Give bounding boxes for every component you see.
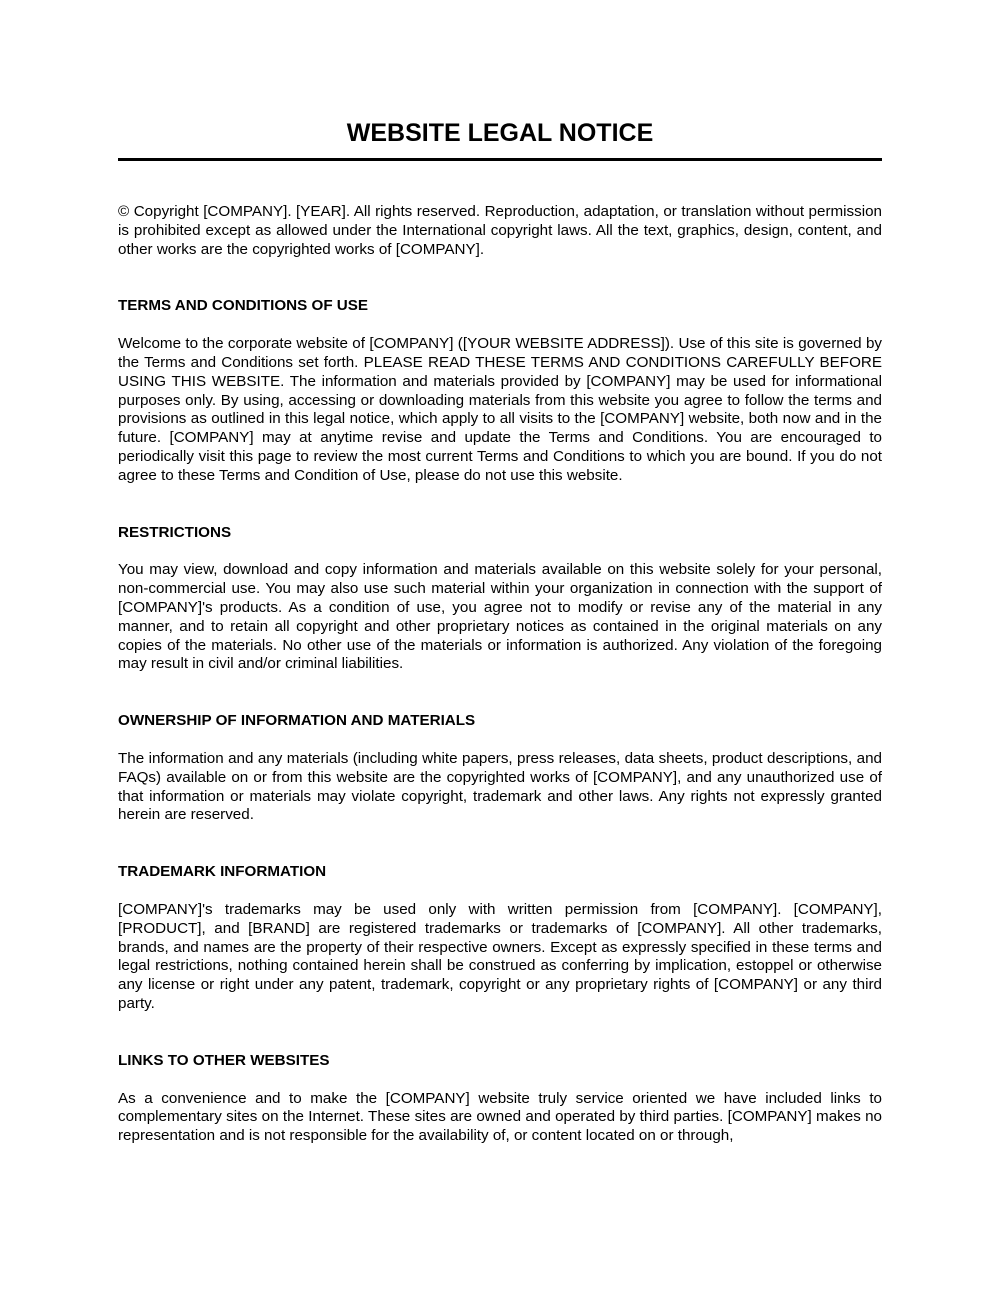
document-title: WEBSITE LEGAL NOTICE — [346, 119, 654, 147]
section-body-links: As a convenience and to make the [COMPANY] website truly service oriented we have included links to complementary sites on the Internet. These sites are owned and operated by third parties. [COMPANY] makes no representation and is not responsible for the availability of, or content located on or through, — [118, 1089, 882, 1145]
section-body-trademark: [COMPANY]'s trademarks may be used only with written permission from [COMPANY]. [COMPANY], [PRODUCT], and [BRAND] are registered trademarks or trademarks of [COMPANY]. All other trademarks, brands, and names are the property of their respective owners. Except as expressly specified in these terms and legal restrictions, nothing contained herein shall be construed as conferring by implication, estoppel or otherwise any license or right under any patent, trademark, copyright or any proprietary rights of [COMPANY] or any third party. — [118, 900, 882, 1012]
section-heading-links: LINKS TO OTHER WEBSITES — [118, 1051, 330, 1069]
section-body-terms: Welcome to the corporate website of [COMPANY] ([YOUR WEBSITE ADDRESS]). Use of this site is governed by the Terms and Conditions set forth. PLEASE READ THESE TERMS AND CONDITIONS CAREFULLY BEFORE USING THIS WEBSITE. The information and materials provided by [COMPANY] may be used for informational purposes only. By using, accessing or downloading materials from this website you agree to follow the terms and provisions as outlined in this legal notice, which apply to all visits to the [COMPANY] website, both now and in the future. [COMPANY] may at anytime revise and update the Terms and Conditions. You are encouraged to periodically visit this page to review the most current Terms and Conditions to which you are bound. If you do not agree to these Terms and Condition of Use, please do not use this website. — [118, 335, 882, 484]
section-heading-terms: TERMS AND CONDITIONS OF USE — [118, 297, 369, 315]
section-body-ownership: The information and any materials (including white papers, press releases, data sheets, product descriptions, and FAQs) available on or from this website are the copyrighted works of [COMPANY], and any unauthorized use of that information or materials may violate copyright, trademark and other laws. Any rights not expressly granted herein are reserved. — [118, 749, 882, 824]
section-body-restrictions: You may view, download and copy information and materials available on this website solely for your personal, non-commercial use. You may also use such material within your organization in connection with the support of [COMPANY]'s products. As a condition of use, you agree not to modify or revise any of the material in any manner, and to retain all copyright and other proprietary notices as contained in the original materials on any copies of the materials. No other use of the materials or information is authorized. Any violation of the foregoing may result in civil and/or criminal liabilities. — [118, 561, 882, 673]
section-heading-trademark: TRADEMARK INFORMATION — [118, 863, 327, 881]
copyright-notice: © Copyright [COMPANY]. [YEAR]. All rights reserved. Reproduction, adaptation, or translation without permission is prohibited except as allowed under the International copyright laws. All the text, graphics, design, content, and other works are the copyrighted works of [COMPANY]. — [118, 203, 882, 258]
document-body — [118, 203, 882, 1146]
section-heading-ownership: OWNERSHIP OF INFORMATION AND MATERIALS — [118, 712, 476, 730]
section-heading-restrictions: RESTRICTIONS — [118, 523, 232, 541]
title-divider — [118, 158, 882, 161]
